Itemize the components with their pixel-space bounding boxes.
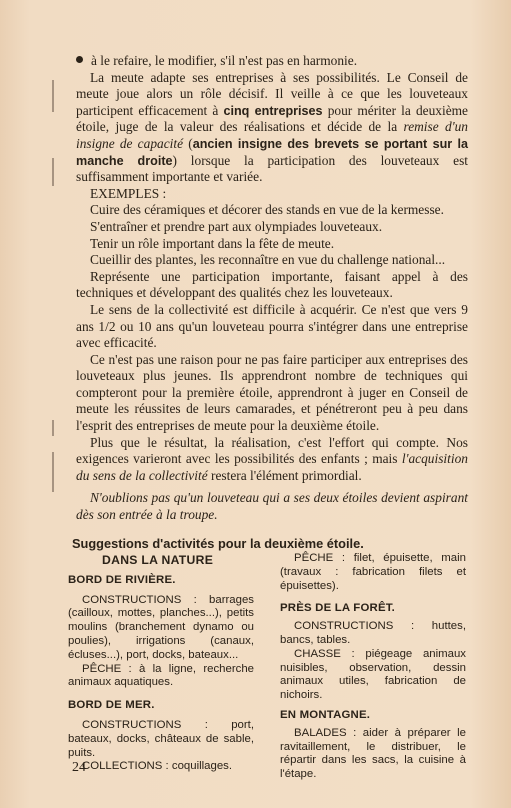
activity-text: COLLECTIONS : coquillages. [82, 760, 233, 773]
left-column [68, 554, 254, 774]
activity-text: CHASSE : piégeage animaux nuisibles, observation, dessin animaux utiles, fabrication de nichoirs. [280, 647, 466, 702]
body-text [76, 53, 468, 524]
margin-mark [52, 80, 54, 112]
activity-text: PÊCHE : à la ligne, recherche animaux aquatiques. [68, 662, 254, 689]
suggestions-title: Suggestions d'activités pour la deuxième étoile. [72, 536, 364, 551]
activity-text: CONSTRUCTIONS : port, bateaux, docks, châteaux de sable, puits. [68, 718, 254, 759]
example-item: Représente une participation importante, faisant appel à des techniques et développant des qualités chez les louveteaux. [76, 268, 468, 301]
example-item: Tenir un rôle important dans la fête de meute. [90, 235, 335, 251]
paragraph-meute: La meute adapte ses entreprises à ses possibilités. Le Conseil de meute joue alors un rôle décisif. Il veille à ce que les louveteaux participent efficacement à cinq entreprises pour mériter la deuxième étoile, juge de la valeur des réalisations et décide de la remise d'un insigne de capacité (ancien insigne des brevets se portant sur la manche droite) lorsque la participation des louveteaux est suffisamment importante et variée. [76, 69, 469, 185]
example-item: Cueillir des plantes, les reconnaître en vue du challenge national... [90, 252, 446, 268]
paragraph-jeunes: Ce n'est pas une raison pour ne pas faire participer aux entreprises des louveteaux plus jeunes. Ils apprendront nombre de techniques qui compteront pour la première étoile, apprendront à juger en Conseil de meute les réussites de leurs camarades, et pénétreront peu à peu dans l'esprit des entreprises de meute pour la deuxième étoile. [76, 351, 468, 434]
paragraph-intro: à le refaire, le modifier, s'il n'est pas en harmonie. [76, 53, 468, 70]
paragraph-effort: Plus que le résultat, la réalisation, c'est l'effort qui compte. Nos exigences varieront avec les possibilités des enfants ; mais l'acquisition du sens de la collectivité restera l'élément primordial. [76, 434, 468, 483]
margin-mark [52, 158, 54, 186]
subheading-riviere: BORD DE RIVIÈRE. [68, 573, 176, 586]
page-number: 24 [72, 760, 86, 775]
subheading-mer: BORD DE MER. [68, 699, 155, 712]
margin-mark [52, 420, 54, 436]
paragraph-collectivite: Le sens de la collectivité est difficile à acquérir. Ce n'est que vers 9 ans 1/2 ou 10 ans qu'un louveteau pourra s'intégrer dans une entreprise avec efficacité. [76, 301, 468, 351]
activity-text: CONSTRUCTIONS : barrages (cailloux, mottes, planches...), petits moulins (branchement dynamo ou poulies), irrigations (canaux, écluses...), port, docks, bateaux... [68, 593, 254, 661]
activity-text: CONSTRUCTIONS : huttes, bancs, tables. [280, 620, 466, 646]
subheading-montagne: EN MONTAGNE. [280, 708, 371, 721]
right-column [280, 552, 466, 782]
activity-text: PÊCHE : filet, épuisette, main (travaux : fabrication filets et épuisettes). [280, 552, 466, 592]
example-item: Cuire des céramiques et décorer des stands en vue de la kermesse. [90, 202, 444, 218]
examples-heading: EXEMPLES : [90, 185, 167, 201]
paragraph-aspirant: N'oublions pas qu'un louveteau qui a ses deux étoiles devient aspirant dès son entrée à la troupe. [76, 490, 468, 523]
example-item: S'entraîner et prendre part aux olympiades louveteaux. [90, 218, 383, 234]
section-heading-nature: DANS LA NATURE [102, 553, 214, 567]
activity-text: BALADES : aider à préparer le ravitaillement, le distribuer, le répartir dans les sacs, la cuisine à l'étape. [280, 726, 466, 781]
bullet-icon [76, 56, 83, 63]
margin-mark [52, 452, 54, 492]
subheading-foret: PRÈS DE LA FORÊT. [280, 602, 395, 615]
